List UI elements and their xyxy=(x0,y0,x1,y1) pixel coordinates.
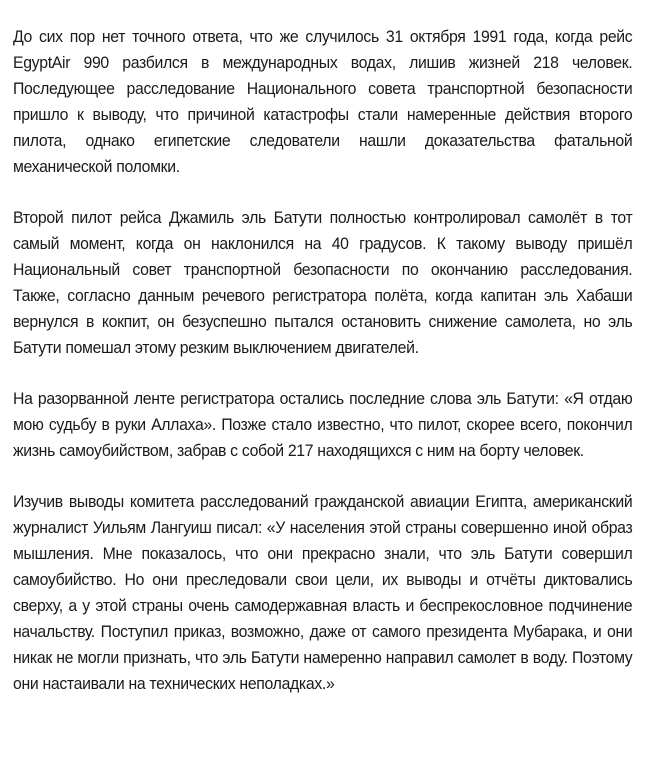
paragraph-3: На разорванной ленте регистратора остались последние слова эль Батути: «Я отдаю мою судьбу в руки Аллаха». Позже стало известно, что пилот, скорее всего, покончил жизнь самоубийством, забрав с собой 217 находящихся с ним на борту человек. xyxy=(13,389,633,460)
paragraph-4: Изучив выводы комитета расследований гражданской авиации Египта, американский журналист Уильям Лангуиш писал: «У населения этой страны совершенно иной образ мышления. Мне показалось, что они прекрасно знали, что эль Батути совершил самоубийство. Но они преследовали свои цели, их выводы и отчёты диктовались сверху, а у этой страны очень самодержавная власть и беспрекословное подчинение начальству. Поступил приказ, возможно, даже от самого президента Мубарака, и они никак не могли признать, что эль Батути намеренно направил самолет в воду. Поэтому они настаивали на технических неполадках.» xyxy=(13,492,633,693)
article-body xyxy=(13,24,633,722)
paragraph-2: Второй пилот рейса Джамиль эль Батути полностью контролировал самолёт в тот самый момент, когда он наклонился на 40 градусов. К такому выводу пришёл Национальный совет транспортной безопасности по окончанию расследования. Также, согласно данным речевого регистратора полёта, когда капитан эль Хабаши вернулся в кокпит, он безуспешно пытался остановить снижение самолета, но эль Батути помешал этому резким выключением двигателей. xyxy=(13,208,633,357)
paragraph-1: До сих пор нет точного ответа, что же случилось 31 октября 1991 года, когда рейс EgyptAir 990 разбился в международных водах, лишив жизней 218 человек. Последующее расследование Национального совета транспортной безопасности пришло к выводу, что причиной катастрофы стали намеренные действия второго пилота, однако египетские следователи нашли доказательства фатальной механической поломки. xyxy=(13,27,633,176)
